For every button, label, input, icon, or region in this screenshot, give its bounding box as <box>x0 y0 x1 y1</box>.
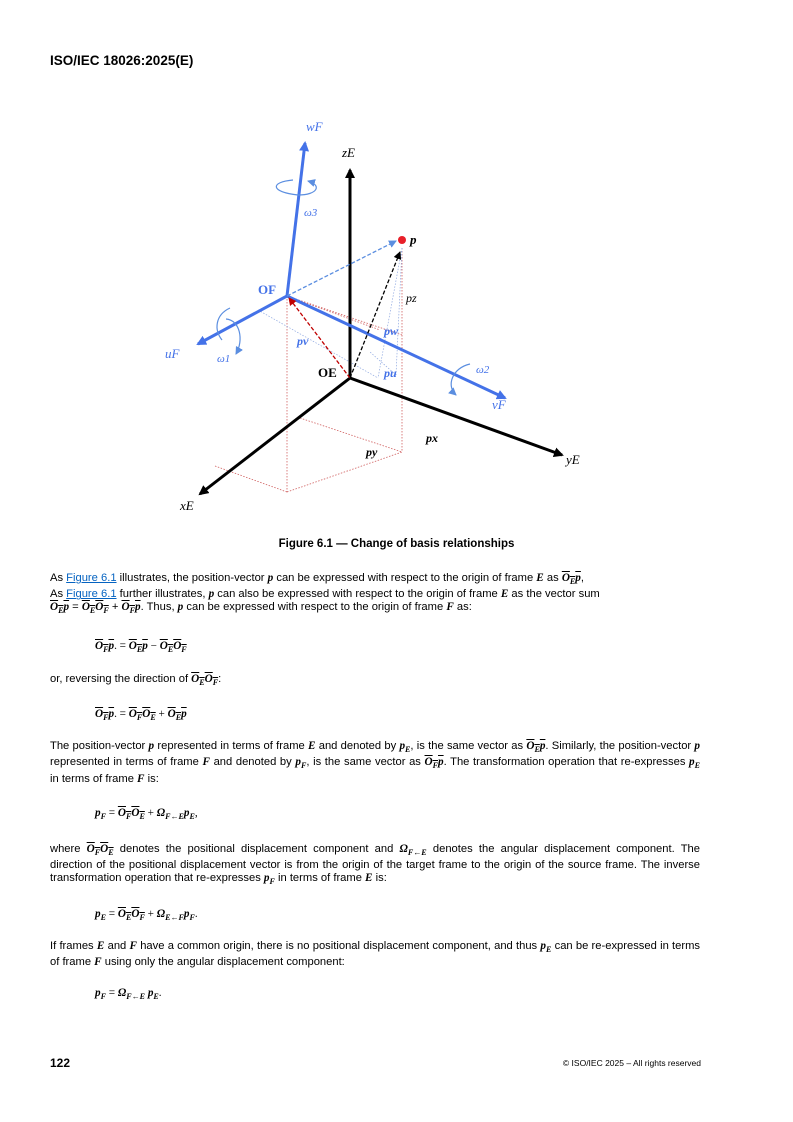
equation-4: $p_E = O_EO_F + \Omega_{E\leftarrow F}p_F$. <box>95 908 198 923</box>
label-xE: xE <box>180 498 194 513</box>
copyright-notice: © ISO/IEC 2025 – All rights reserved <box>562 1058 701 1068</box>
rotation-omega3 <box>276 180 316 195</box>
projection-lines-blue <box>258 248 402 378</box>
label-py: py <box>366 445 378 459</box>
equation-5: $p_F = \Omega_{F\leftarrow E}$ $p_E$. <box>95 987 162 1002</box>
equation-2: $O_Fp$. = $O_FO_E + O_Ep$ <box>95 708 187 723</box>
paragraph-5: If frames E and F have a common origin, there is no positional displacement component, and thus $p_E$ can be re-expressed in terms of frame F using only the angular displacement component: <box>50 940 700 969</box>
axis-yE <box>350 378 562 455</box>
rotation-omega1-b <box>217 308 230 340</box>
equation-1: $O_Fp$. = $O_Ep - O_EO_F$ <box>95 640 187 655</box>
axis-uF <box>198 296 287 344</box>
vector-OE-p <box>350 252 400 378</box>
paragraph-2: or, reversing the direction of $O_EO_F$: <box>50 673 222 688</box>
axis-vF <box>287 296 505 398</box>
label-pu: pu <box>384 366 397 380</box>
label-yE: yE <box>566 452 580 467</box>
label-omega2: ω2 <box>476 364 490 376</box>
equation-3: $p_F = O_FO_E + \Omega_{F\leftarrow E}p_E$, <box>95 807 198 822</box>
label-uF: uF <box>165 346 180 361</box>
label-omega3: ω3 <box>304 207 318 219</box>
label-OF: OF <box>258 282 277 297</box>
vector-OF-p <box>287 241 396 296</box>
paragraph-3: The position-vector p represented in terms of frame E and denoted by $p_E$, is the same vector as $O_Ep$. Similarly, the position-vector p represented in terms of frame F and denoted by $p_F$, is the same vector as $O_Fp$. The transformation operation that re-expresses $p_E$ in terms of frame F is: <box>50 740 701 785</box>
label-pw: pw <box>384 324 399 338</box>
figure-link-2[interactable]: Figure 6.1 <box>66 588 117 601</box>
label-p: p <box>410 232 417 247</box>
label-pz: pz <box>406 291 417 305</box>
label-zE: zE <box>342 145 355 160</box>
label-omega1: ω1 <box>217 353 231 365</box>
axis-xE <box>200 378 350 494</box>
label-OE: OE <box>318 365 337 380</box>
axis-wF <box>287 143 305 296</box>
change-of-basis-figure <box>0 0 793 530</box>
page-header: ISO/IEC 18026:2025(E) <box>50 53 194 68</box>
label-px: px <box>426 431 438 445</box>
point-p <box>398 236 406 244</box>
paragraph-1: As Figure 6.1 illustrates, the position-vector p can be expressed with respect to the origin of frame E as $O_Ep$, As Figure 6.1 further illustrates, p can also be expressed with respect to the origin of frame E as the vector sum $O_Ep = O_EO_F + O_Fp$. Thus, p can be expressed with respect to the origin of frame F as: <box>50 572 600 615</box>
paragraph-4: where $O_FO_E$ denotes the positional displacement component and $\Omega_{F\leftarrow E}$ denotes the angular displacement component. The direction of the positional displacement vector is from the origin of the target frame to the origin of the source frame. The inverse transformation operation that re-expresses $p_F$ in terms of frame E is: <box>50 843 700 886</box>
label-wF: wF <box>306 119 323 134</box>
figure-link-1[interactable]: Figure 6.1 <box>66 572 117 584</box>
label-vF: vF <box>492 397 506 412</box>
page-number: 122 <box>50 1056 71 1070</box>
figure-caption: Figure 6.1 — Change of basis relationships <box>278 538 515 550</box>
label-pv: pv <box>297 334 309 348</box>
